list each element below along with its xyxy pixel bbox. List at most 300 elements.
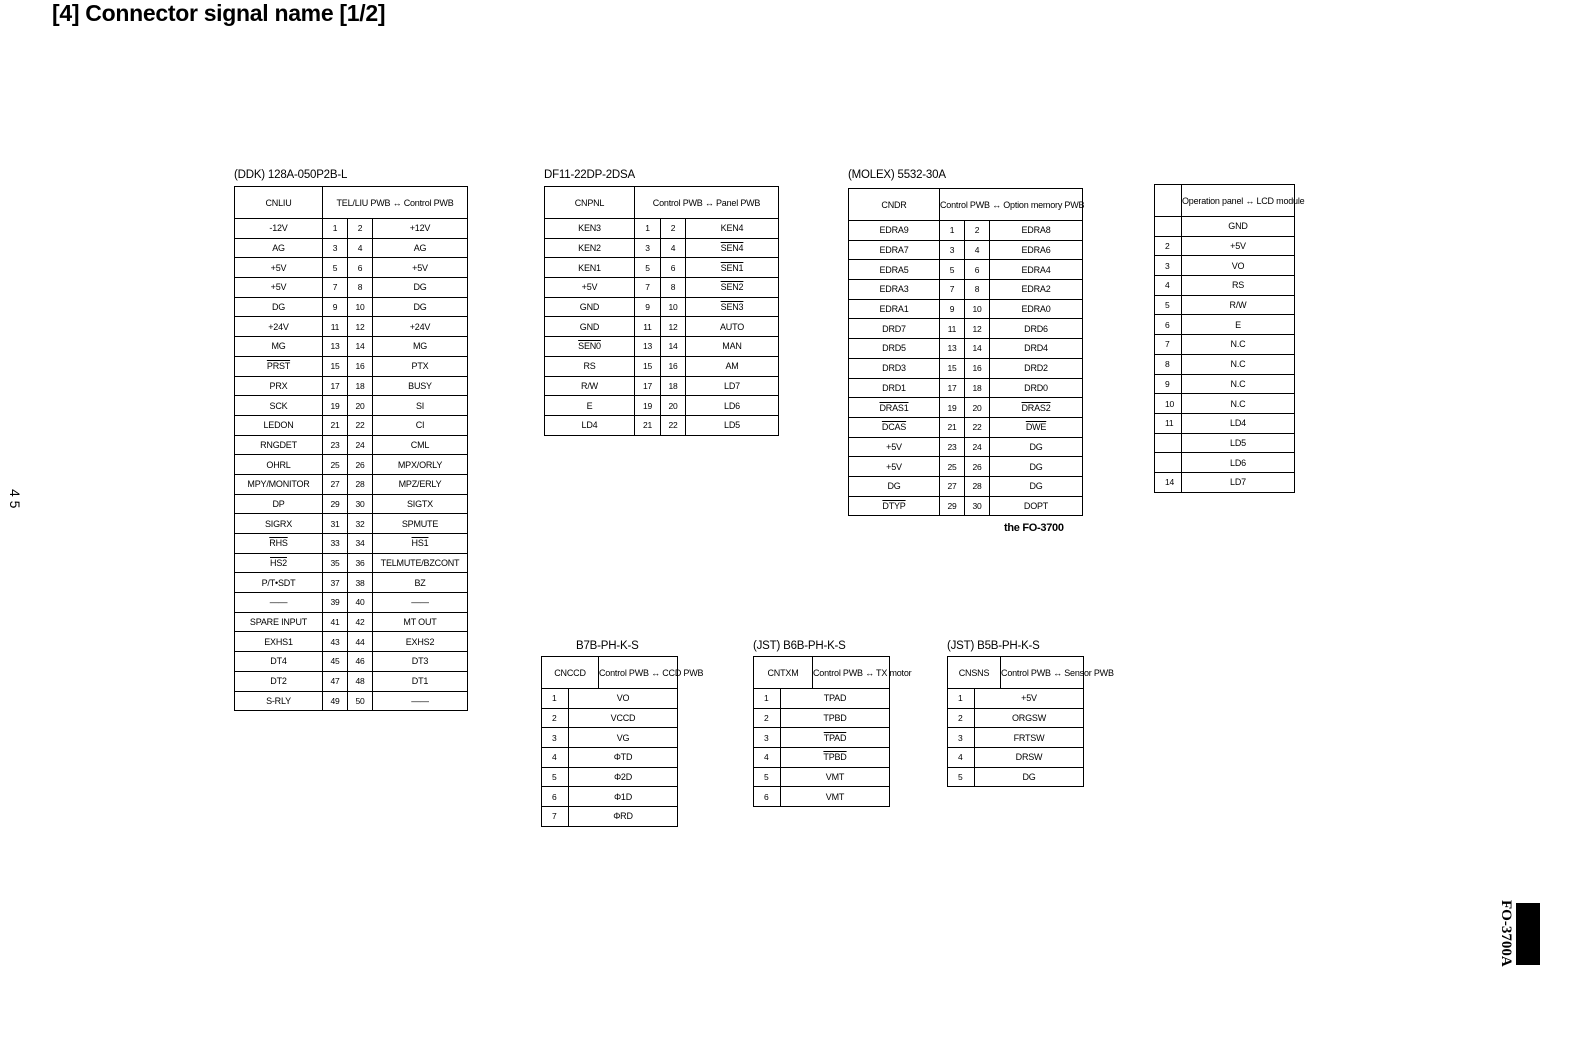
signal-name: DRD6 (990, 319, 1083, 339)
cnsns-part-number: (JST) B5B-PH-K-S (947, 640, 1040, 652)
pin-number: 47 (323, 671, 348, 691)
cndr-part-number: (MOLEX) 5532-30A (848, 169, 946, 181)
pin-number: 1 (635, 219, 661, 239)
pin-number: 4 (965, 240, 990, 260)
signal-name: CI (373, 415, 468, 435)
cnliu-connector (234, 186, 468, 711)
signal-name: KEN2 (545, 238, 635, 258)
pin-number: 16 (348, 356, 373, 376)
signal-name: DRSW (975, 748, 1084, 768)
pin-number: 4 (1155, 276, 1182, 296)
signal-name: KEN3 (545, 219, 635, 239)
signal-name: CML (373, 435, 468, 455)
cndr-pin-row (849, 437, 1083, 457)
cnsns-pin-row (948, 767, 1084, 787)
pin-number: 30 (348, 494, 373, 514)
pin-number: 26 (965, 457, 990, 477)
signal-name: EDRA5 (849, 260, 940, 280)
pin-number: 9 (1155, 374, 1182, 394)
pin-number: 4 (754, 748, 781, 768)
signal-name: VO (569, 689, 678, 709)
pin-number: 5 (940, 260, 965, 280)
signal-name: Φ1D (569, 787, 678, 807)
page-number: 4 5 (7, 489, 23, 509)
cnpnl-pin-row (545, 415, 779, 435)
pin-number: 3 (940, 240, 965, 260)
signal-name: E (1182, 315, 1295, 335)
pin-number: 2 (542, 708, 569, 728)
signal-name: PRX (235, 376, 323, 396)
signal-name: SEN1 (686, 258, 779, 278)
pin-number: 26 (348, 455, 373, 475)
pin-number: 30 (965, 496, 990, 516)
pin-number: 4 (542, 748, 569, 768)
lcd-pin-row (1155, 433, 1295, 453)
signal-name: SCK (235, 396, 323, 416)
cntxm-pin-row (754, 708, 890, 728)
cnsns-pin-row (948, 708, 1084, 728)
pin-number: 10 (965, 299, 990, 319)
signal-name: +5V (235, 258, 323, 278)
cnpnl-description: Control PWB ↔ Panel PWB (635, 187, 779, 219)
cnsns-name: CNSNS (948, 657, 1001, 689)
pin-number: 28 (965, 476, 990, 496)
signal-name: EDRA1 (849, 299, 940, 319)
signal-name: LD4 (545, 415, 635, 435)
cnpnl-name: CNPNL (545, 187, 635, 219)
pin-number: 6 (965, 260, 990, 280)
pin-number: 21 (323, 415, 348, 435)
lcd-description: Operation panel ↔ LCD module (1182, 185, 1295, 217)
cndr-pin-row (849, 240, 1083, 260)
pin-number: 22 (348, 415, 373, 435)
cntxm-description: Control PWB ↔ TX motor (813, 657, 890, 689)
signal-name: +24V (373, 317, 468, 337)
cnliu-pin-row (235, 474, 468, 494)
cnpnl-part-number: DF11-22DP-2DSA (544, 169, 635, 181)
signal-name: VCCD (569, 708, 678, 728)
lcd-pin-row (1155, 394, 1295, 414)
pin-number: 3 (1155, 256, 1182, 276)
signal-name: DG (975, 767, 1084, 787)
pin-number: 37 (323, 573, 348, 593)
cndr-pin-row (849, 319, 1083, 339)
signal-name: EXHS2 (373, 632, 468, 652)
pin-number: 16 (661, 356, 686, 376)
lcd-pin-row (1155, 276, 1295, 296)
pin-number: 12 (661, 317, 686, 337)
pin-number: 42 (348, 612, 373, 632)
signal-name: VMT (781, 787, 890, 807)
cndr-pin-row (849, 457, 1083, 477)
pin-number: 2 (1155, 236, 1182, 256)
pin-number: 11 (323, 317, 348, 337)
pin-number: 10 (1155, 394, 1182, 414)
pin-number: 14 (661, 337, 686, 357)
cnliu-pin-row (235, 219, 468, 239)
pin-number: 9 (940, 299, 965, 319)
pin-number: 24 (965, 437, 990, 457)
signal-name: SEN2 (686, 278, 779, 298)
cnliu-pin-table (234, 186, 468, 711)
pin-number: 50 (348, 691, 373, 711)
pin-number: 16 (965, 358, 990, 378)
pin-number: 33 (323, 534, 348, 554)
pin-number: 5 (1155, 295, 1182, 315)
signal-name: +5V (235, 278, 323, 298)
pin-number: 7 (635, 278, 661, 298)
note-text: the FO-3700 (1004, 522, 1064, 534)
signal-name: DCAS (849, 417, 940, 437)
signal-name: DRD3 (849, 358, 940, 378)
pin-number: 21 (940, 417, 965, 437)
pin-number: 7 (940, 280, 965, 300)
pin-number (1155, 433, 1182, 453)
pin-number: 9 (635, 297, 661, 317)
signal-name: EDRA7 (849, 240, 940, 260)
pin-number: 4 (948, 748, 975, 768)
pin-number: 17 (635, 376, 661, 396)
signal-name: EDRA3 (849, 280, 940, 300)
signal-name: +5V (545, 278, 635, 298)
lcd-pin-row (1155, 413, 1295, 433)
pin-number: 12 (348, 317, 373, 337)
cnliu-description: TEL/LIU PWB ↔ Control PWB (323, 187, 468, 219)
cnccd-pin-table (541, 656, 704, 827)
signal-name: N.C (1182, 374, 1295, 394)
pin-number: 1 (948, 689, 975, 709)
cnpnl-pin-row (545, 356, 779, 376)
pin-number: 1 (542, 689, 569, 709)
pin-number: 24 (348, 435, 373, 455)
cnliu-pin-row (235, 612, 468, 632)
pin-number: 25 (323, 455, 348, 475)
pin-number: 22 (965, 417, 990, 437)
cndr-pin-row (849, 339, 1083, 359)
signal-name: +12V (373, 219, 468, 239)
cnliu-pin-row (235, 514, 468, 534)
pin-number: 38 (348, 573, 373, 593)
pin-number: 10 (661, 297, 686, 317)
signal-name: SI (373, 396, 468, 416)
pin-number: 9 (323, 297, 348, 317)
pin-number: 10 (348, 297, 373, 317)
signal-name: EDRA8 (990, 221, 1083, 241)
lcd-pin-row (1155, 472, 1295, 492)
signal-name: SPARE INPUT (235, 612, 323, 632)
cnliu-pin-row (235, 553, 468, 573)
signal-name: LD5 (1182, 433, 1295, 453)
pin-number: 45 (323, 652, 348, 672)
pin-number: 14 (348, 337, 373, 357)
signal-name: VMT (781, 767, 890, 787)
lcd-pin-table (1154, 184, 1305, 493)
pin-number: 43 (323, 632, 348, 652)
pin-number: 46 (348, 652, 373, 672)
cnccd-pin-row (542, 728, 678, 748)
signal-name: BUSY (373, 376, 468, 396)
pin-number: 6 (542, 787, 569, 807)
pin-number: 2 (754, 708, 781, 728)
signal-name: MG (373, 337, 468, 357)
pin-number: 3 (754, 728, 781, 748)
signal-name: KEN4 (686, 219, 779, 239)
cnliu-pin-row (235, 435, 468, 455)
pin-number: 3 (323, 238, 348, 258)
signal-name: RS (1182, 276, 1295, 296)
pin-number: 2 (965, 221, 990, 241)
pin-number: 19 (635, 396, 661, 416)
signal-name: DG (373, 297, 468, 317)
pin-number: 18 (965, 378, 990, 398)
pin-number: 35 (323, 553, 348, 573)
signal-name: TPAD (781, 689, 890, 709)
pin-number: 1 (940, 221, 965, 241)
pin-number: 5 (754, 767, 781, 787)
signal-name: RS (545, 356, 635, 376)
signal-name: FRTSW (975, 728, 1084, 748)
signal-name: DRD5 (849, 339, 940, 359)
signal-name: +5V (373, 258, 468, 278)
cnsns-pin-table (947, 656, 1114, 787)
lcd-pin-row (1155, 236, 1295, 256)
signal-name: Φ2D (569, 767, 678, 787)
signal-name: DRD2 (990, 358, 1083, 378)
signal-name: LD7 (1182, 472, 1295, 492)
signal-name: VO (1182, 256, 1295, 276)
pin-number: 6 (754, 787, 781, 807)
cndr-description: Control PWB ↔ Option memory PWB (940, 189, 1083, 221)
pin-number: 13 (323, 337, 348, 357)
pin-number: 23 (940, 437, 965, 457)
signal-name: SIGRX (235, 514, 323, 534)
cnpnl-connector (544, 186, 779, 436)
cntxm-pin-row (754, 787, 890, 807)
lcd-pin-row (1155, 217, 1295, 237)
pin-number: 2 (348, 219, 373, 239)
pin-number: 20 (661, 396, 686, 416)
cnpnl-pin-row (545, 337, 779, 357)
cnsns-connector (947, 656, 1114, 787)
lcd-name-blank (1155, 185, 1182, 217)
cntxm-name: CNTXM (754, 657, 813, 689)
pin-number: 6 (661, 258, 686, 278)
pin-number: 18 (348, 376, 373, 396)
cnsns-pin-row (948, 728, 1084, 748)
pin-number: 5 (635, 258, 661, 278)
signal-name: DG (235, 297, 323, 317)
signal-name: AM (686, 356, 779, 376)
cnliu-pin-row (235, 376, 468, 396)
cndr-pin-row (849, 417, 1083, 437)
pin-number: 11 (1155, 413, 1182, 433)
cnpnl-pin-row (545, 297, 779, 317)
signal-name: —— (373, 691, 468, 711)
pin-number: 20 (348, 396, 373, 416)
pin-number: 7 (1155, 335, 1182, 355)
signal-name: KEN1 (545, 258, 635, 278)
pin-number (1155, 453, 1182, 473)
pin-number: 32 (348, 514, 373, 534)
signal-name: P/T•SDT (235, 573, 323, 593)
cndr-pin-row (849, 476, 1083, 496)
signal-name: DP (235, 494, 323, 514)
signal-name: ORGSW (975, 708, 1084, 728)
cnccd-pin-row (542, 787, 678, 807)
signal-name: DG (849, 476, 940, 496)
pin-number: 1 (323, 219, 348, 239)
pin-number: 5 (542, 767, 569, 787)
pin-number: 14 (965, 339, 990, 359)
signal-name: PTX (373, 356, 468, 376)
signal-name: N.C (1182, 394, 1295, 414)
signal-name: MT OUT (373, 612, 468, 632)
pin-number: 15 (323, 356, 348, 376)
signal-name: SEN0 (545, 337, 635, 357)
cntxm-part-number: (JST) B6B-PH-K-S (753, 640, 846, 652)
cnliu-pin-row (235, 356, 468, 376)
signal-name: DRAS1 (849, 398, 940, 418)
pin-number: 11 (635, 317, 661, 337)
signal-name: OHRL (235, 455, 323, 475)
cnsns-pin-row (948, 689, 1084, 709)
pin-number: 40 (348, 593, 373, 613)
lcd-pin-row (1155, 256, 1295, 276)
signal-name: EDRA2 (990, 280, 1083, 300)
cndr-pin-row (849, 378, 1083, 398)
pin-number: 3 (635, 238, 661, 258)
signal-name: SEN3 (686, 297, 779, 317)
signal-name: -12V (235, 219, 323, 239)
pin-number: 1 (754, 689, 781, 709)
signal-name: MG (235, 337, 323, 357)
signal-name: S-RLY (235, 691, 323, 711)
cndr-pin-row (849, 260, 1083, 280)
pin-number: 8 (661, 278, 686, 298)
cnccd-pin-row (542, 807, 678, 827)
cntxm-pin-row (754, 748, 890, 768)
signal-name: DT2 (235, 671, 323, 691)
pin-number: 27 (940, 476, 965, 496)
signal-name: MAN (686, 337, 779, 357)
pin-number: 21 (635, 415, 661, 435)
model-label: FO-3700A (1498, 900, 1514, 967)
signal-name: BZ (373, 573, 468, 593)
cnccd-part-number: B7B-PH-K-S (576, 640, 639, 652)
signal-name: +5V (849, 457, 940, 477)
cnliu-name: CNLIU (235, 187, 323, 219)
cndr-pin-row (849, 398, 1083, 418)
lcd-pin-row (1155, 354, 1295, 374)
signal-name: AG (373, 238, 468, 258)
pin-number (1155, 217, 1182, 237)
pin-number: 29 (940, 496, 965, 516)
lcd-pin-row (1155, 315, 1295, 335)
lcd-pin-row (1155, 374, 1295, 394)
signal-name: SEN4 (686, 238, 779, 258)
signal-name: MPY/MONITOR (235, 474, 323, 494)
signal-name: AUTO (686, 317, 779, 337)
lcd-connector (1154, 184, 1305, 493)
signal-name: EDRA0 (990, 299, 1083, 319)
pin-number: 31 (323, 514, 348, 534)
cnliu-part-number: (DDK) 128A-050P2B-L (234, 169, 348, 181)
cnpnl-pin-row (545, 238, 779, 258)
cndr-pin-row (849, 221, 1083, 241)
signal-name: $\overline{RHS}$ (235, 534, 323, 554)
pin-number: 5 (323, 258, 348, 278)
pin-number: 27 (323, 474, 348, 494)
signal-name: DRD1 (849, 378, 940, 398)
signal-name: DRAS2 (990, 398, 1083, 418)
model-tab-marker (1516, 903, 1540, 965)
pin-number: 2 (661, 219, 686, 239)
lcd-pin-row (1155, 453, 1295, 473)
signal-name: GND (545, 317, 635, 337)
signal-name: RNGDET (235, 435, 323, 455)
pin-number: 2 (948, 708, 975, 728)
signal-name: LD6 (1182, 453, 1295, 473)
signal-name: ΦRD (569, 807, 678, 827)
pin-number: 19 (940, 398, 965, 418)
pin-number: 48 (348, 671, 373, 691)
signal-name: DRD4 (990, 339, 1083, 359)
signal-name: +24V (235, 317, 323, 337)
lcd-pin-row (1155, 335, 1295, 355)
signal-name: GND (1182, 217, 1295, 237)
pin-number: 36 (348, 553, 373, 573)
cndr-pin-row (849, 280, 1083, 300)
signal-name: MPZ/ERLY (373, 474, 468, 494)
pin-number: 19 (323, 396, 348, 416)
cnliu-pin-row (235, 258, 468, 278)
cnpnl-pin-table (544, 186, 779, 436)
pin-number: 22 (661, 415, 686, 435)
pin-number: 8 (1155, 354, 1182, 374)
pin-number: 17 (323, 376, 348, 396)
signal-name: N.C (1182, 335, 1295, 355)
cnliu-pin-row (235, 278, 468, 298)
pin-number: 13 (635, 337, 661, 357)
signal-name: AG (235, 238, 323, 258)
signal-name: DRD7 (849, 319, 940, 339)
pin-number: 11 (940, 319, 965, 339)
signal-name: $\overline{DWE}$ (990, 417, 1083, 437)
signal-name: LD6 (686, 396, 779, 416)
signal-name: ΦTD (569, 748, 678, 768)
cnpnl-pin-row (545, 219, 779, 239)
cnliu-pin-row (235, 652, 468, 672)
pin-number: 3 (948, 728, 975, 748)
cndr-connector (848, 188, 1083, 516)
signal-name: DTYP (849, 496, 940, 516)
cntxm-pin-row (754, 689, 890, 709)
signal-name: —— (373, 593, 468, 613)
signal-name: EXHS1 (235, 632, 323, 652)
pin-number: 8 (348, 278, 373, 298)
signal-name: +5V (1182, 236, 1295, 256)
pin-number: 4 (348, 238, 373, 258)
cntxm-connector (753, 656, 912, 807)
cnliu-pin-row (235, 534, 468, 554)
signal-name: E (545, 396, 635, 416)
signal-name: LD4 (1182, 413, 1295, 433)
pin-number: 7 (323, 278, 348, 298)
pin-number: 41 (323, 612, 348, 632)
signal-name: TPAD (781, 728, 890, 748)
cnliu-pin-row (235, 415, 468, 435)
cnpnl-pin-row (545, 258, 779, 278)
